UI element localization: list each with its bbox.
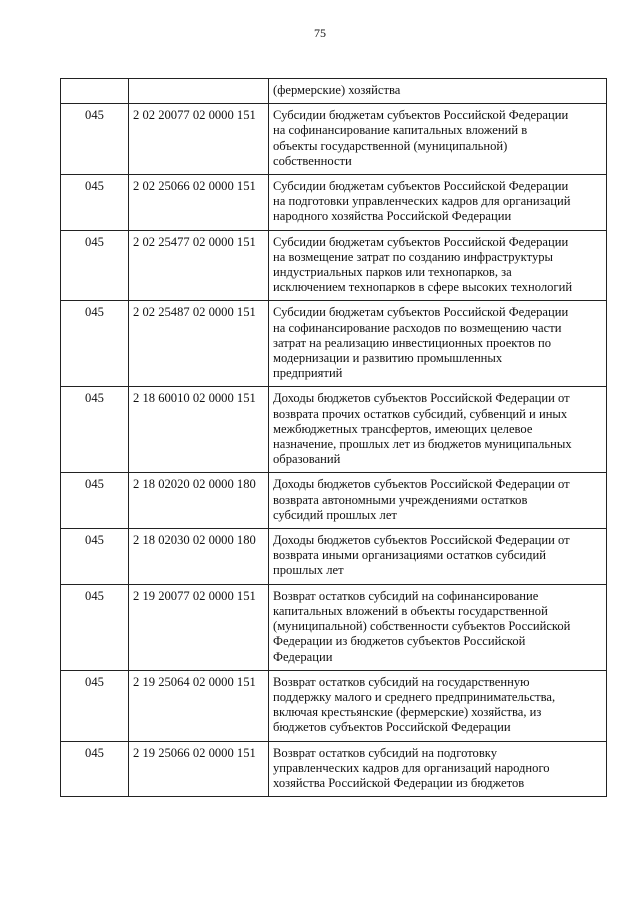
description-cell bbox=[269, 104, 607, 175]
budget-code-cell: 2 18 60010 02 0000 151 bbox=[129, 387, 269, 473]
admin-code-cell: 045 bbox=[61, 741, 129, 797]
description-line: поддержку малого и среднего предпринимательства, bbox=[273, 689, 556, 704]
budget-code-cell: 2 19 25066 02 0000 151 bbox=[129, 741, 269, 797]
admin-code-cell bbox=[61, 79, 129, 104]
table-row bbox=[61, 175, 607, 231]
budget-code-cell bbox=[129, 79, 269, 104]
description-cell bbox=[269, 473, 607, 529]
description-line: Субсидии бюджетам субъектов Российской Федерации bbox=[273, 179, 569, 194]
description-line: прошлых лет bbox=[273, 563, 344, 578]
description-line: индустриальных парков или технопарков, за bbox=[273, 265, 512, 280]
admin-code-cell: 045 bbox=[61, 473, 129, 529]
description-line: Доходы бюджетов субъектов Российской Федерации от bbox=[273, 391, 570, 406]
budget-code-cell: 2 19 20077 02 0000 151 bbox=[129, 584, 269, 670]
description-line: Субсидии бюджетам субъектов Российской Федерации bbox=[273, 108, 569, 123]
table-row bbox=[61, 79, 607, 104]
admin-code-cell: 045 bbox=[61, 529, 129, 585]
table-row bbox=[61, 230, 607, 301]
table-row bbox=[61, 387, 607, 473]
table-row bbox=[61, 104, 607, 175]
budget-code-cell: 2 02 25066 02 0000 151 bbox=[129, 175, 269, 231]
description-line: хозяйства Российской Федерации из бюджетов bbox=[273, 775, 525, 790]
description-line: на возмещение затрат по созданию инфраструктуры bbox=[273, 249, 554, 264]
budget-code-cell: 2 02 25487 02 0000 151 bbox=[129, 301, 269, 387]
description-cell bbox=[269, 670, 607, 741]
description-line: на софинансирование расходов по возмещению части bbox=[273, 320, 562, 335]
description-line: возврата иными организациями остатков субсидий bbox=[273, 548, 547, 563]
description-line: межбюджетных трансфертов, имеющих целевое bbox=[273, 421, 533, 436]
description-line: образований bbox=[273, 452, 341, 467]
description-line: Возврат остатков субсидий на государственную bbox=[273, 674, 530, 689]
description-cell bbox=[269, 584, 607, 670]
description-line: бюджетов субъектов Российской Федерации bbox=[273, 720, 511, 735]
description-line: (фермерские) хозяйства bbox=[273, 83, 401, 97]
description-line: предприятий bbox=[273, 366, 343, 381]
description-line: исключением технопарков в сфере высоких технологий bbox=[273, 280, 573, 295]
admin-code-cell: 045 bbox=[61, 301, 129, 387]
description-line: назначение, прошлых лет из бюджетов муниципальных bbox=[273, 437, 572, 452]
description-line: капитальных вложений в объекты государственной bbox=[273, 603, 548, 618]
admin-code-cell: 045 bbox=[61, 584, 129, 670]
description-line: возврата автономными учреждениями остатков bbox=[273, 492, 528, 507]
budget-codes-table bbox=[60, 78, 607, 797]
admin-code-cell: 045 bbox=[61, 104, 129, 175]
description-line: Субсидии бюджетам субъектов Российской Федерации bbox=[273, 234, 569, 249]
budget-code-cell: 2 18 02030 02 0000 180 bbox=[129, 529, 269, 585]
table-row bbox=[61, 529, 607, 585]
description-line: затрат на реализацию инвестиционных проектов по bbox=[273, 335, 551, 350]
description-line: субсидий прошлых лет bbox=[273, 507, 397, 522]
description-line: объекты государственной (муниципальной) bbox=[273, 138, 508, 153]
description-cell bbox=[269, 301, 607, 387]
description-line: народного хозяйства Российской Федерации bbox=[273, 209, 512, 224]
table-row bbox=[61, 670, 607, 741]
description-line: возврата прочих остатков субсидий, субвенций и иных bbox=[273, 406, 568, 421]
admin-code-cell: 045 bbox=[61, 670, 129, 741]
description-line: Федерации из бюджетов субъектов Российской bbox=[273, 634, 526, 649]
description-cell bbox=[269, 387, 607, 473]
budget-code-cell: 2 02 25477 02 0000 151 bbox=[129, 230, 269, 301]
page-number: 75 bbox=[314, 26, 326, 40]
description-cell bbox=[269, 79, 607, 104]
description-line: модернизации и развитию промышленных bbox=[273, 351, 503, 366]
description-line: включая крестьянские (фермерские) хозяйства, из bbox=[273, 705, 542, 720]
admin-code-cell: 045 bbox=[61, 175, 129, 231]
table-row bbox=[61, 584, 607, 670]
description-line: на подготовки управленческих кадров для организаций bbox=[273, 194, 571, 209]
table-row bbox=[61, 301, 607, 387]
table-row bbox=[61, 473, 607, 529]
description-line: Доходы бюджетов субъектов Российской Федерации от bbox=[273, 477, 570, 492]
budget-code-cell: 2 02 20077 02 0000 151 bbox=[129, 104, 269, 175]
table-row bbox=[61, 741, 607, 797]
admin-code-cell: 045 bbox=[61, 230, 129, 301]
description-line: Доходы бюджетов субъектов Российской Федерации от bbox=[273, 533, 570, 548]
table-body bbox=[61, 79, 607, 797]
description-line: Возврат остатков субсидий на подготовку bbox=[273, 745, 498, 760]
description-line: Федерации bbox=[273, 649, 333, 664]
description-cell bbox=[269, 175, 607, 231]
description-cell bbox=[269, 230, 607, 301]
description-cell bbox=[269, 741, 607, 797]
description-cell bbox=[269, 529, 607, 585]
budget-code-cell: 2 18 02020 02 0000 180 bbox=[129, 473, 269, 529]
description-line: собственности bbox=[273, 153, 352, 168]
description-line: на софинансирование капитальных вложений в bbox=[273, 123, 528, 138]
description-line: Субсидии бюджетам субъектов Российской Федерации bbox=[273, 305, 569, 320]
description-line: Возврат остатков субсидий на софинансирование bbox=[273, 588, 539, 603]
description-line: (муниципальной) собственности субъектов Российской bbox=[273, 619, 571, 634]
description-line: управленческих кадров для организаций народного bbox=[273, 760, 550, 775]
admin-code-cell: 045 bbox=[61, 387, 129, 473]
budget-code-cell: 2 19 25064 02 0000 151 bbox=[129, 670, 269, 741]
